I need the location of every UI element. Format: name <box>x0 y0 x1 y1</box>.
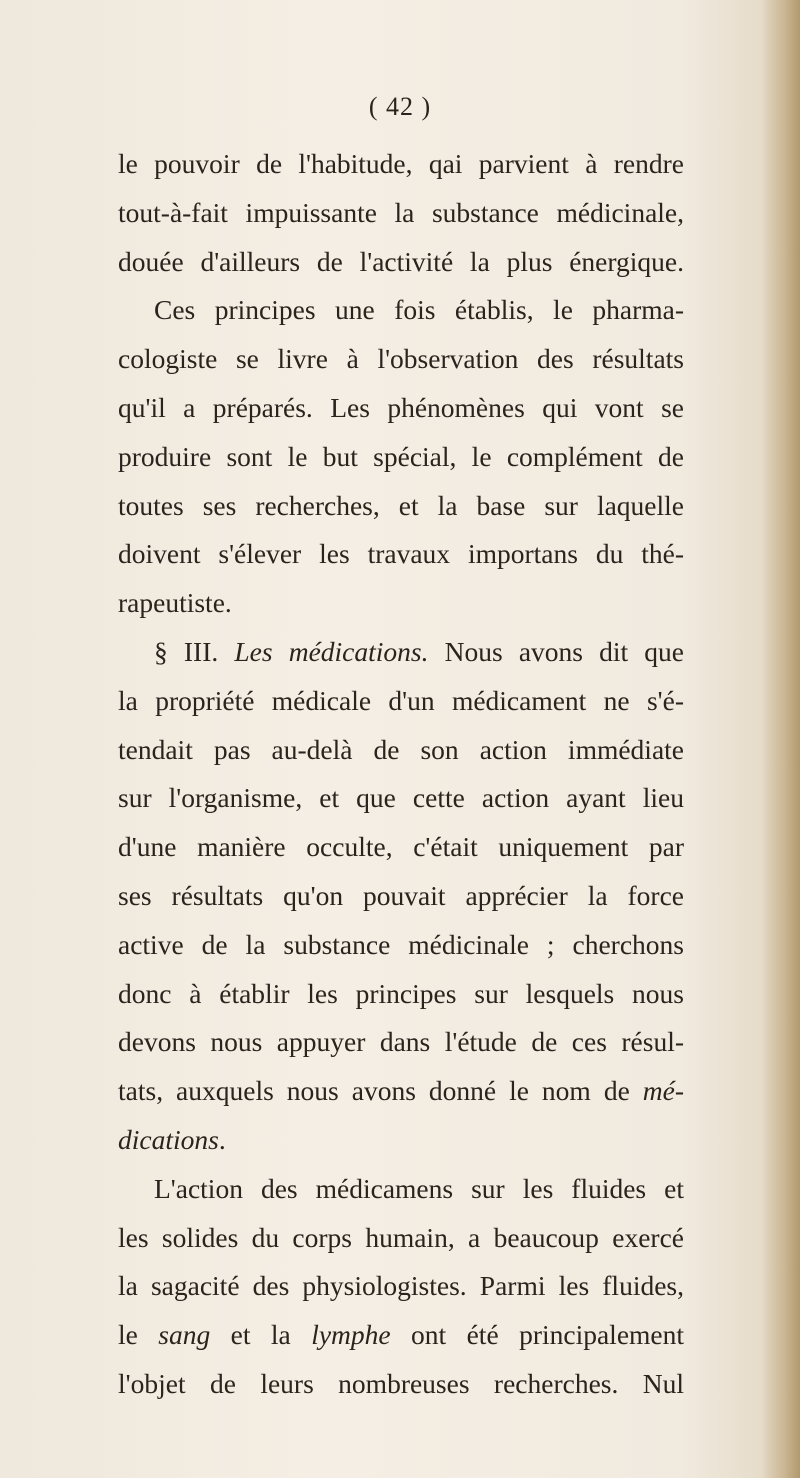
term-medications-part1: mé- <box>642 1075 685 1107</box>
text-line: qu'il a préparés. Les phénomènes qui vont se <box>118 391 684 423</box>
text-span: ont été principalement <box>411 1319 685 1351</box>
text-span: et la <box>230 1319 291 1351</box>
text-line: produire sont le but spécial, le complément de <box>118 440 684 472</box>
text-line: doivent s'élever les travaux importans du thé- <box>118 538 684 570</box>
text-line: la sagacité des physiologistes. Parmi les fluides, <box>118 1270 684 1302</box>
text-line: douée d'ailleurs de l'activité la plus énergique. <box>118 245 684 277</box>
section-title: Les médications. <box>234 635 429 667</box>
text-line: rapeutiste. <box>118 587 232 619</box>
text-line <box>118 1116 684 1165</box>
page-number: ( 42 ) <box>368 92 432 121</box>
body-text <box>118 140 684 1409</box>
text-line: donc à établir les principes sur lesquels nous <box>118 977 684 1009</box>
text-line: Ces principes une fois établis, le pharma- <box>154 294 684 326</box>
text-line: tendait pas au-delà de son action immédiate <box>118 733 684 765</box>
page-edge-shadow <box>762 0 800 1478</box>
text-span: tats, auxquels nous avons donné le nom de <box>118 1075 630 1107</box>
text-line <box>118 1311 684 1360</box>
term-sang: sang <box>158 1319 211 1351</box>
text-line: d'une manière occulte, c'était uniquement par <box>118 831 684 863</box>
text-line: L'action des médicamens sur les fluides et <box>154 1172 684 1204</box>
text-line: cologiste se livre à l'observation des résultats <box>118 343 684 375</box>
text-line: ses résultats qu'on pouvait apprécier la force <box>118 879 684 911</box>
section-heading-line <box>118 628 684 677</box>
text-line: toutes ses recherches, et la base sur laquelle <box>118 489 684 521</box>
text-line: active de la substance médicinale ; cherchons <box>118 928 684 960</box>
text-line: la propriété médicale d'un médicament ne s'é- <box>118 684 684 716</box>
text-line: tout-à-fait impuissante la substance médicinale, <box>118 196 684 228</box>
text-span: le <box>118 1319 138 1351</box>
text-line: sur l'organisme, et que cette action ayant lieu <box>118 782 684 814</box>
section-number: § III. <box>154 635 219 667</box>
text-line: le pouvoir de l'habitude, qai parvient à rendre <box>118 148 684 179</box>
term-medications-part2: dications <box>118 1123 219 1155</box>
text-line <box>118 1067 684 1116</box>
text-span: Nous avons dit que <box>444 635 684 667</box>
period: . <box>218 1123 226 1155</box>
text-line: devons nous appuyer dans l'étude de ces résul- <box>118 1026 684 1058</box>
text-line: les solides du corps humain, a beaucoup exercé <box>118 1221 684 1253</box>
term-lymphe: lymphe <box>311 1319 391 1351</box>
text-line: l'objet de leurs nombreuses recherches. Nul <box>118 1367 684 1399</box>
